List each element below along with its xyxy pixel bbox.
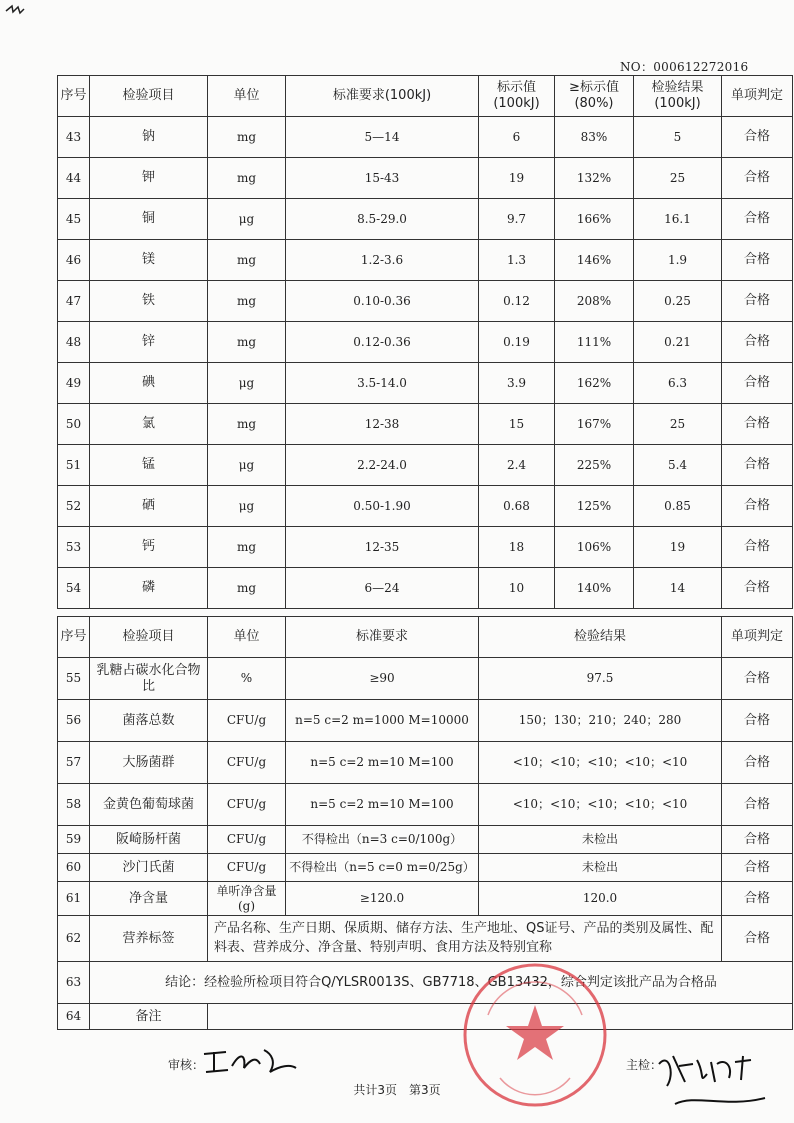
cell-standard: 6—24 (286, 568, 479, 609)
cell-verdict: 合格 (722, 916, 793, 962)
cell-result: 0.85 (634, 486, 722, 527)
cell-ratio: 111% (555, 322, 634, 363)
table-row (58, 962, 793, 1004)
cell-ratio: 167% (555, 404, 634, 445)
cell-item: 大肠菌群 (90, 742, 208, 784)
cell-unit: CFU/g (208, 700, 286, 742)
table-row (58, 158, 793, 199)
cell-labeled-value: 18 (479, 527, 555, 568)
cell-item: 镁 (90, 240, 208, 281)
cell-result: 5 (634, 117, 722, 158)
cell-seq: 46 (58, 240, 90, 281)
cell-item: 金黄色葡萄球菌 (90, 784, 208, 826)
cell-result: 0.25 (634, 281, 722, 322)
cell-result: <10；<10；<10；<10；<10 (479, 784, 722, 826)
cell-unit: mg (208, 322, 286, 363)
cell-unit: mg (208, 117, 286, 158)
cell-result: 1.9 (634, 240, 722, 281)
cell-standard: 2.2-24.0 (286, 445, 479, 486)
table-row (58, 117, 793, 158)
cell-label-content: 产品名称、生产日期、保质期、储存方法、生产地址、QS证号、产品的类别及属性、配料表、营养成分、净含量、特别声明、食用方法及特别宜称 (208, 916, 722, 962)
cell-item: 阪崎肠杆菌 (90, 826, 208, 854)
header-labeled-value: 标示值 (100kJ) (479, 76, 555, 117)
cell-unit: μg (208, 445, 286, 486)
cell-result: 120.0 (479, 882, 722, 916)
cell-item: 营养标签 (90, 916, 208, 962)
table-row (58, 281, 793, 322)
cell-result: 14 (634, 568, 722, 609)
cell-seq: 59 (58, 826, 90, 854)
cell-seq: 64 (58, 1004, 90, 1030)
cell-standard: 3.5-14.0 (286, 363, 479, 404)
cell-verdict: 合格 (722, 568, 793, 609)
cell-verdict: 合格 (722, 240, 793, 281)
cell-result: 6.3 (634, 363, 722, 404)
cell-item: 沙门氏菌 (90, 854, 208, 882)
cell-item: 净含量 (90, 882, 208, 916)
reviewer-signature (200, 1042, 300, 1082)
header-item: 检验项目 (90, 617, 208, 658)
cell-result: 25 (634, 158, 722, 199)
table-row (58, 363, 793, 404)
cell-item: 菌落总数 (90, 700, 208, 742)
cell-verdict: 合格 (722, 117, 793, 158)
quality-table (57, 616, 793, 1030)
table-row (58, 1004, 793, 1030)
cell-standard: 0.12-0.36 (286, 322, 479, 363)
header-seq: 序号 (58, 76, 90, 117)
table-row (58, 658, 793, 700)
cell-standard: 12-35 (286, 527, 479, 568)
cell-item: 锰 (90, 445, 208, 486)
cell-ratio: 140% (555, 568, 634, 609)
cell-seq: 50 (58, 404, 90, 445)
cell-verdict: 合格 (722, 527, 793, 568)
cell-seq: 57 (58, 742, 90, 784)
cell-unit: mg (208, 527, 286, 568)
cell-standard: n=5 c=2 m=10 M=100 (286, 784, 479, 826)
cell-seq: 53 (58, 527, 90, 568)
cell-item: 磷 (90, 568, 208, 609)
cell-item: 钾 (90, 158, 208, 199)
cell-seq: 43 (58, 117, 90, 158)
header-standard: 标准要求 (286, 617, 479, 658)
cell-item: 锌 (90, 322, 208, 363)
cell-seq: 49 (58, 363, 90, 404)
cell-seq: 51 (58, 445, 90, 486)
cell-unit: μg (208, 199, 286, 240)
cell-labeled-value: 0.19 (479, 322, 555, 363)
table-row (58, 742, 793, 784)
cell-unit: mg (208, 240, 286, 281)
cell-standard: n=5 c=2 m=1000 M=10000 (286, 700, 479, 742)
table-row (58, 854, 793, 882)
table-row (58, 882, 793, 916)
cell-labeled-value: 10 (479, 568, 555, 609)
cell-labeled-value: 15 (479, 404, 555, 445)
cell-standard: 0.50-1.90 (286, 486, 479, 527)
cell-standard: 15-43 (286, 158, 479, 199)
table-row (58, 322, 793, 363)
cell-ratio: 225% (555, 445, 634, 486)
cell-result: 5.4 (634, 445, 722, 486)
table-row (58, 486, 793, 527)
cell-seq: 56 (58, 700, 90, 742)
header-ratio: ≥标示值 (80%) (555, 76, 634, 117)
table-row (58, 404, 793, 445)
cell-verdict: 合格 (722, 742, 793, 784)
cell-seq: 45 (58, 199, 90, 240)
cell-labeled-value: 0.12 (479, 281, 555, 322)
cell-unit: μg (208, 486, 286, 527)
table-row (58, 826, 793, 854)
cell-result: 97.5 (479, 658, 722, 700)
cell-ratio: 132% (555, 158, 634, 199)
cell-item: 乳糖占碳水化合物比 (90, 658, 208, 700)
cell-ratio: 125% (555, 486, 634, 527)
cell-item: 铜 (90, 199, 208, 240)
cell-verdict: 合格 (722, 784, 793, 826)
cell-standard: 不得检出（n=3 c=0/100g） (286, 826, 479, 854)
cell-unit: CFU/g (208, 826, 286, 854)
table-row (58, 916, 793, 962)
inspector-label: 主检： (626, 1058, 663, 1072)
cell-seq: 61 (58, 882, 90, 916)
cell-verdict: 合格 (722, 404, 793, 445)
page-footer: 共计3页 第3页 (353, 1083, 441, 1097)
cell-standard: ≥90 (286, 658, 479, 700)
document-number: NO：000612272016 (620, 60, 749, 74)
cell-result: 25 (634, 404, 722, 445)
cell-item: 钙 (90, 527, 208, 568)
cell-seq: 52 (58, 486, 90, 527)
cell-unit: μg (208, 363, 286, 404)
cell-item: 铁 (90, 281, 208, 322)
cell-labeled-value: 3.9 (479, 363, 555, 404)
cell-verdict: 合格 (722, 322, 793, 363)
cell-standard: ≥120.0 (286, 882, 479, 916)
cell-unit: mg (208, 568, 286, 609)
header-unit: 单位 (208, 76, 286, 117)
header-verdict: 单项判定 (722, 617, 793, 658)
cell-standard: 不得检出（n=5 c=0 m=0/25g） (286, 854, 479, 882)
cell-labeled-value: 1.3 (479, 240, 555, 281)
table-row (58, 568, 793, 609)
cell-seq: 62 (58, 916, 90, 962)
header-seq: 序号 (58, 617, 90, 658)
table-header-row (58, 76, 793, 117)
table-row (58, 240, 793, 281)
cell-item: 氯 (90, 404, 208, 445)
cell-verdict: 合格 (722, 854, 793, 882)
cell-item: 硒 (90, 486, 208, 527)
cell-unit: 单听净含量(g) (208, 882, 286, 916)
cell-unit: CFU/g (208, 784, 286, 826)
header-result: 检验结果 (100kJ) (634, 76, 722, 117)
cell-verdict: 合格 (722, 826, 793, 854)
cell-result: <10；<10；<10；<10；<10 (479, 742, 722, 784)
cell-seq: 47 (58, 281, 90, 322)
cell-verdict: 合格 (722, 658, 793, 700)
cell-standard: 8.5-29.0 (286, 199, 479, 240)
cell-verdict: 合格 (722, 199, 793, 240)
cell-result: 0.21 (634, 322, 722, 363)
cell-standard: 1.2-3.6 (286, 240, 479, 281)
header-result: 检验结果 (479, 617, 722, 658)
cell-unit: % (208, 658, 286, 700)
cell-verdict: 合格 (722, 700, 793, 742)
header-item: 检验项目 (90, 76, 208, 117)
cell-seq: 55 (58, 658, 90, 700)
table-row (58, 527, 793, 568)
cell-seq: 44 (58, 158, 90, 199)
cell-result: 16.1 (634, 199, 722, 240)
cell-standard: n=5 c=2 m=10 M=100 (286, 742, 479, 784)
cell-verdict: 合格 (722, 445, 793, 486)
cell-ratio: 208% (555, 281, 634, 322)
cell-unit: mg (208, 404, 286, 445)
cell-item: 备注 (90, 1004, 208, 1030)
cell-verdict: 合格 (722, 158, 793, 199)
cell-seq: 58 (58, 784, 90, 826)
cell-verdict: 合格 (722, 281, 793, 322)
cell-labeled-value: 19 (479, 158, 555, 199)
cell-verdict: 合格 (722, 363, 793, 404)
cell-result: 未检出 (479, 826, 722, 854)
cell-unit: mg (208, 158, 286, 199)
cell-conclusion: 结论：经检验所检项目符合Q/YLSR0013S、GB7718、GB13432，综合判定该批产品为合格品 (90, 962, 793, 1004)
cell-labeled-value: 2.4 (479, 445, 555, 486)
header-standard: 标准要求(100kJ) (286, 76, 479, 117)
cell-item: 碘 (90, 363, 208, 404)
cell-ratio: 166% (555, 199, 634, 240)
cell-verdict: 合格 (722, 882, 793, 916)
table-row (58, 445, 793, 486)
cell-unit: mg (208, 281, 286, 322)
cell-seq: 63 (58, 962, 90, 1004)
cell-labeled-value: 0.68 (479, 486, 555, 527)
cell-ratio: 162% (555, 363, 634, 404)
header-unit: 单位 (208, 617, 286, 658)
cell-seq: 54 (58, 568, 90, 609)
cell-labeled-value: 6 (479, 117, 555, 158)
table-row (58, 199, 793, 240)
cell-result: 19 (634, 527, 722, 568)
cell-labeled-value: 9.7 (479, 199, 555, 240)
cell-result: 150；130；210；240；280 (479, 700, 722, 742)
header-verdict: 单项判定 (722, 76, 793, 117)
cell-standard: 12-38 (286, 404, 479, 445)
cell-ratio: 146% (555, 240, 634, 281)
table-header-row (58, 617, 793, 658)
cell-unit: CFU/g (208, 742, 286, 784)
cell-verdict: 合格 (722, 486, 793, 527)
cell-ratio: 106% (555, 527, 634, 568)
table-row (58, 700, 793, 742)
cell-standard: 0.10-0.36 (286, 281, 479, 322)
cell-ratio: 83% (555, 117, 634, 158)
corner-ink-mark (4, 2, 26, 21)
cell-standard: 5—14 (286, 117, 479, 158)
cell-seq: 60 (58, 854, 90, 882)
cell-result: 未检出 (479, 854, 722, 882)
cell-item: 钠 (90, 117, 208, 158)
nutrient-table (57, 75, 793, 609)
reviewer-label: 审核： (168, 1058, 205, 1072)
cell-unit: CFU/g (208, 854, 286, 882)
cell-seq: 48 (58, 322, 90, 363)
table-row (58, 784, 793, 826)
